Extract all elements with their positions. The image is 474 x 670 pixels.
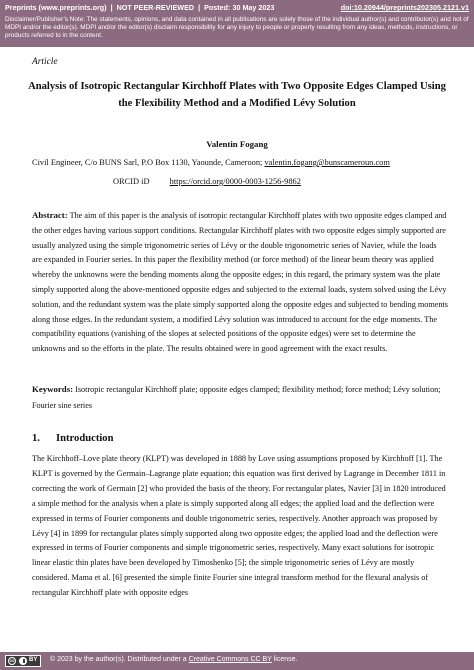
section-heading	[32, 433, 114, 444]
license-footer	[0, 652, 474, 670]
header-left	[5, 3, 274, 12]
section-title: Introduction	[56, 433, 114, 444]
abstract-text: The aim of this paper is the analysis of isotropic rectangular Kirchhoff plates with two opposite edges clamped and the other edges having various support conditions. Rectangular Kirchhoff plates with two opposite edges simply supported are usually analyzed using the simple trigonometric series of Lévy or the double trigonometric series of Navier, while the loads are expanded in Fourier series. In this paper the flexibility method (or force method) of the linear beam theory was applied whereby the unknowns were the bending moments along the opposite edges; in this regard, the primary system was the plate simply supported along the above-mentioned opposite edges and subjected to the external loads, system solved using the Lévy solution, and the redundant system was the plate simply supported along the opposite edges and subjected to bending moments along those edges. In the redundant system, a modified Lévy solution was introduced to account for the edge moments. The compatibility equations (vanishing of the slopes at selected positions of the opposite edges) were set to determine the unknowns and so the efforts in the plate. The results obtained were in good agreement with the exact results.	[32, 211, 448, 354]
header-separator: |	[198, 3, 201, 12]
header-right	[341, 3, 469, 12]
abstract-label: Abstract:	[32, 210, 68, 220]
section-number: 1.	[32, 433, 40, 444]
review-status: NOT PEER-REVIEWED	[116, 3, 195, 12]
license-link[interactable]: Creative Commons CC BY	[188, 656, 272, 663]
orcid-label: ORCID iD	[113, 177, 150, 186]
license-suffix: license.	[273, 656, 298, 663]
by-label: BY	[29, 657, 38, 663]
orcid-line	[113, 177, 301, 186]
introduction-paragraph: The Kirchhoff–Love plate theory (KLPT) was developed in 1888 by Love using assumptions proposed by Kirchhoff [1]. The KLPT is governed by the Germain–Lagrange plate equation; this equation was first derived by Lagrange in December 1811 in correcting the work of Germain [2] who provided the basis of the theory. For rectangular plates, Navier [3] in 1820 introduced a simple method for the analysis when a plate is simply supported along all edges; the applied load and the deflection were expressed in terms of Fourier components and double trigonometric series, respectively. Another approach was proposed by Lévy [4] in 1899 for rectangular plates simply supported along two opposite edges; the applied load and the deflection were expressed in terms of Fourier components and simple trigonometric series, respectively. Many exact solutions for isotropic linear elastic thin plates have been developed by Timoshenko [5]; the simple trigonometric series of Lévy are mostly considered. Mama et al. [6] presented the simple finite Fourier sine integral transform method for the flexural analysis of rectangular Kirchhoff plate with opposite edges	[32, 454, 446, 598]
cc-icon: cc	[9, 658, 15, 663]
paper-title: Analysis of Isotropic Rectangular Kirchhoff Plates with Two Opposite Edges Clamped Using the Flexibility Method and a Modified Lévy Solution	[28, 81, 446, 109]
copyright-text: © 2023 by the author(s). Distributed under a	[50, 656, 187, 663]
publisher-disclaimer: Disclaimer/Publisher’s Note: The statements, opinions, and data contained in all publications are solely those of the individual author(s) and contributor(s) and not of MDPI and/or the editor(s). MDPI and/or the editor(s) disclaim responsibility for any injury to people or property resulting from any ideas, methods, instructions, or products referred to in the content.	[5, 16, 469, 40]
affiliation-text: Civil Engineer, C/o BUNS Sarl, P.O Box 1130, Yaounde, Cameroon;	[32, 158, 263, 167]
posted-date: Posted: 30 May 2023	[204, 3, 275, 12]
orcid-link[interactable]: https://orcid.org/0000-0003-1256-9862	[169, 177, 301, 186]
email-link[interactable]: valentin.fogang@bunscameroun.com	[264, 158, 390, 167]
preprints-link[interactable]: Preprints (www.preprints.org)	[5, 3, 107, 12]
keywords-label: Keywords:	[32, 384, 74, 394]
abstract	[32, 208, 448, 357]
author-name: Valentin Fogang	[206, 139, 268, 149]
keywords	[32, 381, 448, 414]
cc-by-badge[interactable]	[5, 655, 41, 667]
preprint-header-bar	[0, 0, 474, 47]
article-type: Article	[32, 57, 58, 67]
affiliation	[32, 158, 390, 167]
keywords-text: Isotropic rectangular Kirchhoff plate; opposite edges clamped; flexibility method; force method; Lévy solution; Fourier sine series	[32, 385, 441, 410]
header-info-line	[5, 3, 469, 15]
footer-text	[50, 656, 297, 663]
doi-link[interactable]: doi:10.20944/preprints202305.2121.v1	[340, 3, 469, 12]
person-icon	[19, 657, 27, 665]
header-separator: |	[110, 3, 113, 12]
